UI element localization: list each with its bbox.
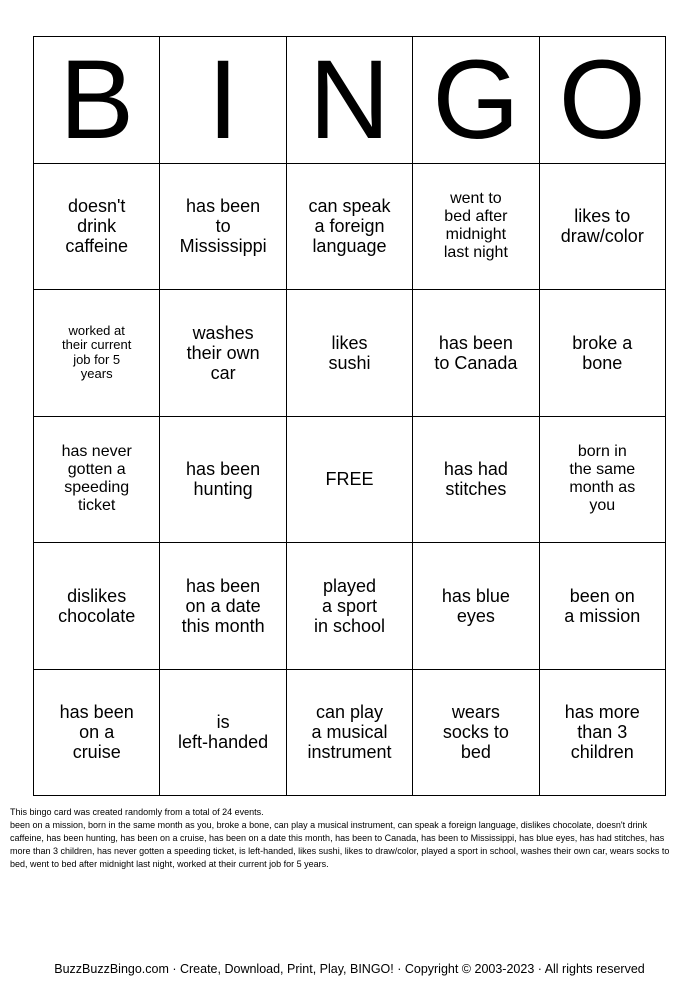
bingo-square: been on a mission — [540, 543, 666, 670]
header-letter-b: B — [34, 37, 160, 164]
event-list-note — [10, 806, 682, 871]
bingo-square: played a sport in school — [287, 543, 413, 670]
bingo-card — [33, 36, 666, 796]
site-footer: BuzzBuzzBingo.com · Create, Download, Print, Play, BINGO! · Copyright © 2003-2023 · All rights reserved — [54, 962, 645, 976]
bingo-square: wears socks to bed — [413, 670, 539, 797]
header-letter-g: G — [413, 37, 539, 164]
footnote-intro: This bingo card was created randomly from a total of 24 events. — [10, 807, 264, 817]
free-square: FREE — [287, 417, 413, 544]
header-letter-n: N — [287, 37, 413, 164]
bingo-square: can speak a foreign language — [287, 164, 413, 291]
bingo-square: born in the same month as you — [540, 417, 666, 544]
bingo-square: likes sushi — [287, 290, 413, 417]
bingo-square: has had stitches — [413, 417, 539, 544]
bingo-square: can play a musical instrument — [287, 670, 413, 797]
bingo-square: went to bed after midnight last night — [413, 164, 539, 291]
bingo-square: has more than 3 children — [540, 670, 666, 797]
bingo-square: doesn't drink caffeine — [34, 164, 160, 291]
bingo-square: has been on a date this month — [160, 543, 286, 670]
bingo-square: likes to draw/color — [540, 164, 666, 291]
header-letter-o: O — [540, 37, 666, 164]
bingo-square: has been on a cruise — [34, 670, 160, 797]
header-letter-i: I — [160, 37, 286, 164]
bingo-square: has been to Mississippi — [160, 164, 286, 291]
bingo-square: broke a bone — [540, 290, 666, 417]
bingo-square: dislikes chocolate — [34, 543, 160, 670]
bingo-square: washes their own car — [160, 290, 286, 417]
footnote-events: been on a mission, born in the same month as you, broke a bone, can play a musical instrument, can speak a foreign language, dislikes chocolate, doesn't drink caffeine, has been hunting, has been on a cruise, has been on a date this month, has been to Canada, has been to Mississippi, has blue eyes, has had stitches, has more than 3 children, has never gotten a speeding ticket, is left-handed, likes sushi, likes to draw/color, played a sport in school, washes their own car, wears socks to bed, went to bed after midnight last night, worked at their current job for 5 years. — [10, 820, 670, 869]
bingo-square: has blue eyes — [413, 543, 539, 670]
bingo-square: has never gotten a speeding ticket — [34, 417, 160, 544]
bingo-square: has been to Canada — [413, 290, 539, 417]
bingo-square: is left-handed — [160, 670, 286, 797]
bingo-square: worked at their current job for 5 years — [34, 290, 160, 417]
bingo-square: has been hunting — [160, 417, 286, 544]
